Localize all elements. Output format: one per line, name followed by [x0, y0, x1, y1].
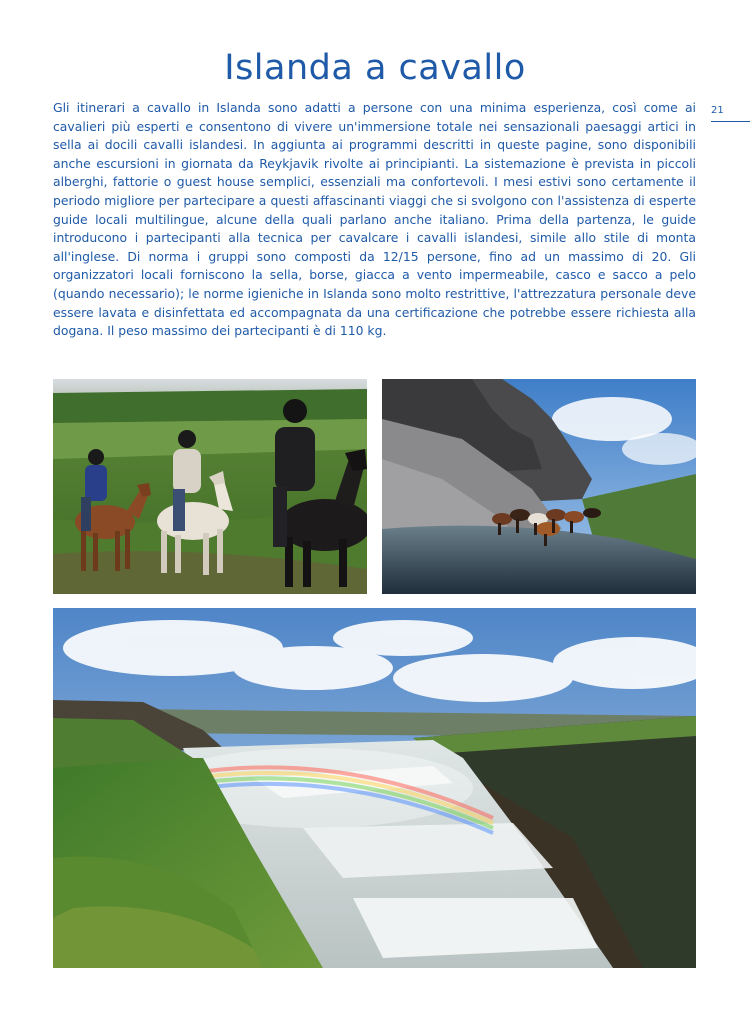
- page-title: Islanda a cavallo: [224, 48, 526, 88]
- photo-riders-on-horses: [53, 379, 367, 594]
- photo-horses-crossing-river: [382, 379, 696, 594]
- page-number: 21: [711, 105, 724, 116]
- photo-waterfall-with-rainbow: [53, 608, 696, 968]
- body-paragraph: Gli itinerari a cavallo in Islanda sono adatti a persone con una minima esperienza, così come ai cavalieri più esperti e consentono di vivere un'immersione totale nei sensazionali paesaggi artici in sella ai docili cavalli islandesi. In aggiunta ai programmi descritti in queste pagine, sono disponibili anche escursioni in giornata da Reykjavik rivolte ai principianti. La sistemazione è prevista in piccoli alberghi, fattorie o guest house semplici, essenziali ma confortevoli. I mesi estivi sono certamente il periodo migliore per partecipare a questi affascinanti viaggi che si svolgono con l'assistenza di esperte guide locali multilingue, alcune della quali parlano anche italiano. Prima della partenza, le guide introducono i partecipanti alla tecnica per cavalcare i cavalli islandesi, simile allo stile di monta all'inglese. Di norma i gruppi sono composti da 12/15 persone, fino ad un massimo di 20. Gli organizzatori locali forniscono la sella, borse, giacca a vento impermeabile, casco e sacco a pelo (quando necessario); le norme igieniche in Islanda sono molto restrittive, l'attrezzatura personale deve essere lavata e disinfettata ed accompagnata da una certificazione che potrebbe essere richiesta alla dogana. Il peso massimo dei partecipanti è di 110 kg.: [53, 100, 696, 339]
- page-number-rule: [711, 121, 750, 122]
